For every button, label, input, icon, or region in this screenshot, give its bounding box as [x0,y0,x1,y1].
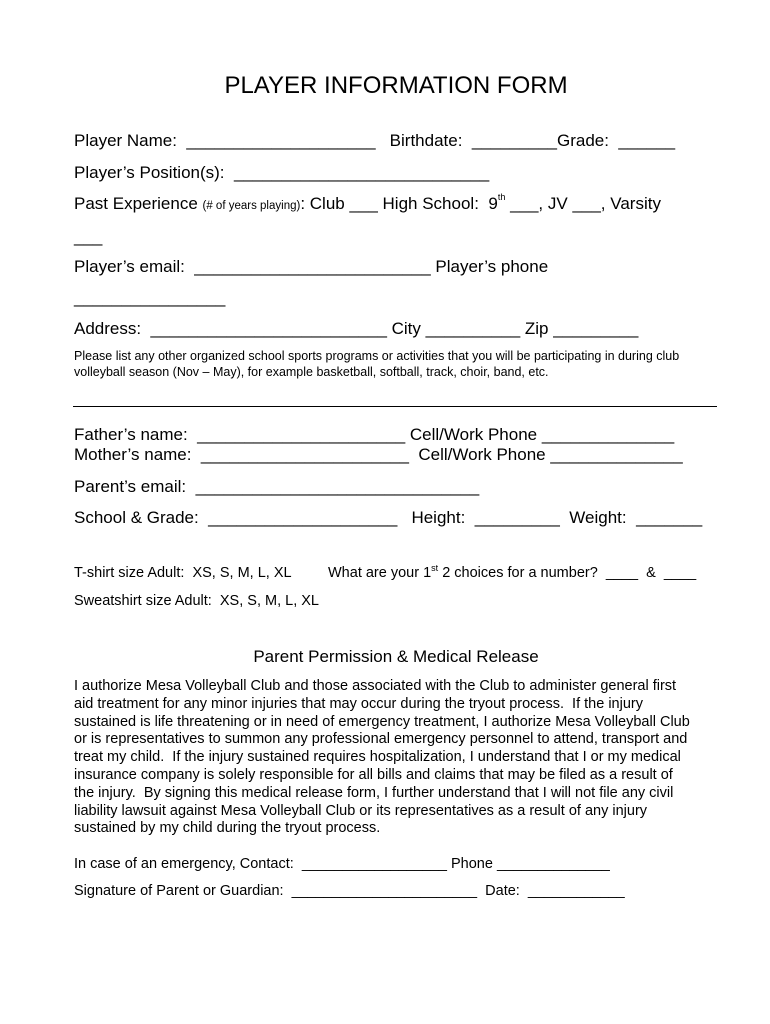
paragraph-line: sustained by my child during the tryout process. [74,820,381,837]
release-paragraph [74,678,724,838]
school-row[interactable]: School & Grade: ____________________ Height: _________ Weight: _______ [74,508,703,527]
form-title: PLAYER INFORMATION FORM [224,72,568,99]
ninth-superscript: th [497,192,506,202]
experience-row[interactable] [74,192,661,213]
paragraph-line: sustained is life threatening or in need of emergency treatment, I authorize Mesa Volleyball Club [74,713,690,730]
paragraph-line: or is representatives to summon any professional emergency personnel to attend, transport and [74,731,688,748]
parent-email-row[interactable]: Parent’s email: ______________________________ [74,477,480,496]
signature-row[interactable]: Signature of Parent or Guardian: _______________________ Date: ____________ [74,883,625,899]
experience-label: Past Experience [74,194,203,213]
sweatshirt-size-row[interactable]: Sweatshirt size Adult: XS, S, M, L, XL [74,593,319,609]
email-row[interactable]: Player’s email: _________________________ Player’s phone [74,257,549,276]
number-choice-row[interactable] [328,563,697,581]
tshirt-size-row[interactable]: T-shirt size Adult: XS, S, M, L, XL [74,565,292,581]
note-line: Please list any other organized school sports programs or activities that you will be participating in during club [74,349,680,363]
experience-wrap[interactable]: ___ [74,227,103,246]
note-line: volleyball season (Nov – May), for example basketball, softball, track, choir, band, etc. [74,364,549,379]
paragraph-line: treat my child. If the injury sustained requires hospitalization, I understand that I or my medical [74,749,681,766]
release-heading: Parent Permission & Medical Release [253,647,539,666]
experience-club-hs: : Club ___ High School: 9 [300,194,498,213]
number-blanks: 2 choices for a number? ____ & ____ [438,565,697,581]
number-label: What are your 1 [328,565,432,581]
activities-answer-line[interactable] [73,406,717,407]
mother-row[interactable]: Mother’s name: ______________________ Cell/Work Phone ______________ [74,445,683,464]
position-row[interactable]: Player’s Position(s): ___________________________ [74,163,490,182]
address-row[interactable]: Address: _________________________ City __________ Zip _________ [74,319,639,338]
emergency-contact-row[interactable]: In case of an emergency, Contact: __________________ Phone ______________ [74,856,610,872]
paragraph-line: the injury. By signing this medical release form, I further understand that I will not file any civil [74,784,674,801]
paragraph-line: I authorize Mesa Volleyball Club and those associated with the Club to administer general first [74,678,677,694]
father-row[interactable]: Father’s name: ______________________ Cell/Work Phone ______________ [74,425,675,444]
player-name-row[interactable]: Player Name: ____________________ Birthdate: _________Grade: ______ [74,131,676,150]
paragraph-line: liability lawsuit against Mesa Volleyball Club or its representatives as a result of any injury [74,802,648,819]
experience-jv-varsity: ___, JV ___, Varsity [505,194,661,213]
experience-note: (# of years playing) [202,200,301,212]
activities-note [74,349,734,380]
first-superscript: st [431,563,439,573]
phone-wrap[interactable]: ________________ [74,288,226,307]
paragraph-line: insurance company is solely responsible for all bills and claims that may be filed as a result of [74,766,673,783]
paragraph-line: aid treatment for any minor injuries that may occur during the tryout process. If the injury [74,695,643,712]
